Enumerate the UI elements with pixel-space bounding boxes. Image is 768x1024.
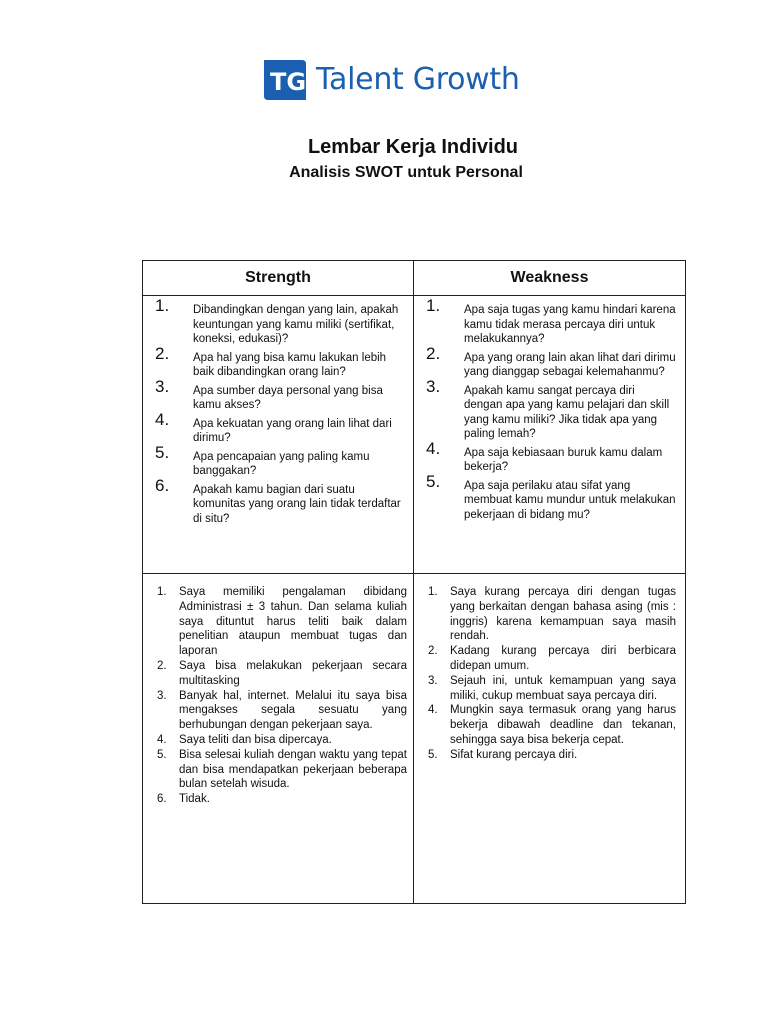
answer-text: Sejauh ini, untuk kemampuan yang saya miliki, cukup membuat saya percaya diri. (450, 674, 676, 702)
question-number: 3. (155, 376, 170, 396)
strength-question (155, 376, 407, 413)
logo-mark-text: TG (270, 68, 307, 96)
answer-text: Kadang kurang percaya diri berbicara didepan umum. (450, 645, 676, 672)
answer-text: Bisa selesai kuliah dengan waktu yang tepat dan bisa mendapatkan pekerjaan beberapa bulan setelah wisuda. (179, 748, 407, 791)
answer-number: 5. (157, 748, 167, 761)
answer-text: Saya teliti dan bisa dipercaya. (179, 733, 332, 746)
strength-answers (155, 585, 407, 807)
strength-answer (155, 585, 407, 659)
logo-text: Talent Growth (316, 61, 520, 97)
question-text: Apa kekuatan yang orang lain lihat dari dirimu? (193, 417, 392, 444)
weakness-heading: Weakness (510, 269, 589, 286)
question-text: Dibandingkan dengan yang lain, apakah keuntungan yang kamu miliki (sertifikat, koneksi, edukasi)? (193, 304, 399, 345)
column-divider (413, 261, 414, 903)
question-number: 3. (426, 376, 441, 396)
weakness-question (426, 376, 676, 442)
weakness-answer (426, 674, 676, 704)
talent-growth-logo-icon (262, 56, 308, 102)
weakness-question (426, 471, 676, 523)
question-text: Apa saja perilaku atau sifat yang membuat kamu mundur untuk melakukan pekerjaan di bidang mu? (464, 479, 676, 521)
strength-answer (155, 748, 407, 792)
document-subtitle: Analisis SWOT untuk Personal (289, 164, 523, 181)
document-title: Lembar Kerja Individu (307, 136, 519, 158)
weakness-questions (426, 296, 676, 526)
swot-table (142, 260, 686, 904)
question-text: Apakah kamu sangat percaya diri dengan apa yang kamu pelajari dan skill yang kamu miliki? Jika tidak apa yang paling lemah? (464, 384, 670, 440)
question-number: 1. (155, 296, 170, 315)
weakness-answers (426, 585, 676, 763)
weakness-answer (426, 644, 676, 674)
strength-question (155, 409, 407, 446)
strength-questions (155, 296, 407, 530)
answer-number: 6. (157, 793, 167, 806)
strength-question (155, 442, 407, 479)
answer-number: 2. (428, 645, 438, 658)
question-text: Apa yang orang lain akan lihat dari dirimu yang dianggap sebagai kelemahanmu? (464, 351, 676, 378)
question-text: Apa saja tugas yang kamu hindari karena kamu tidak merasa percaya diri untuk melakukannya? (464, 304, 676, 345)
strength-answer (155, 733, 407, 748)
question-number: 6. (155, 475, 170, 495)
answer-number: 3. (157, 689, 167, 702)
question-number: 4. (426, 438, 441, 458)
strength-answer (155, 689, 407, 733)
strength-question (155, 343, 407, 380)
answer-number: 4. (157, 733, 167, 746)
answer-number: 2. (157, 659, 167, 672)
strength-question (155, 296, 407, 347)
question-number: 5. (426, 471, 441, 491)
answer-number: 1. (157, 586, 167, 598)
strength-heading: Strength (245, 269, 311, 286)
strength-question (155, 475, 407, 527)
header-divider (143, 295, 685, 296)
answer-number: 4. (428, 704, 438, 717)
answer-text: Mungkin saya termasuk orang yang harus bekerja dibawah deadline dan tekanan, sehingga saya bisa bekerja cepat. (450, 704, 676, 746)
weakness-question (426, 438, 676, 475)
answer-number: 3. (428, 674, 438, 687)
answer-text: Sifat kurang percaya diri. (450, 748, 578, 761)
question-number: 4. (155, 409, 170, 429)
question-number: 2. (155, 343, 170, 363)
question-number: 1. (426, 296, 441, 315)
row-divider (143, 573, 685, 574)
answer-text: Saya bisa melakukan pekerjaan secara multitasking (179, 659, 407, 687)
answer-number: 5. (428, 748, 438, 761)
question-text: Apa sumber daya personal yang bisa kamu akses? (193, 384, 383, 411)
answer-number: 1. (428, 586, 438, 598)
answer-text: Saya memiliki pengalaman dibidang Administrasi ± 3 tahun. Dan selama kuliah saya dituntut harus teliti baik dalam penelitian ataupun membuat tugas dan laporan (179, 586, 407, 658)
weakness-question (426, 296, 676, 347)
answer-text: Banyak hal, internet. Melalui itu saya bisa mengakses segala sesuatu yang berhubungan dengan pekerjaan saya. (179, 689, 407, 732)
weakness-question (426, 343, 676, 380)
answer-text: Tidak. (179, 793, 210, 806)
company-logo (262, 56, 520, 102)
answer-text: Saya kurang percaya diri dengan tugas yang berkaitan dengan bahasa asing (mis : inggris) karena kemampuan saya masih rendah. (450, 586, 676, 643)
question-text: Apa pencapaian yang paling kamu banggakan? (193, 450, 370, 477)
question-text: Apakah kamu bagian dari suatu komunitas yang orang lain tidak terdaftar di situ? (193, 483, 401, 525)
question-number: 5. (155, 442, 170, 462)
question-number: 2. (426, 343, 441, 363)
weakness-answer (426, 748, 676, 763)
weakness-answer (426, 585, 676, 644)
strength-answer (155, 792, 407, 807)
weakness-answer (426, 703, 676, 747)
question-text: Apa saja kebiasaan buruk kamu dalam bekerja? (464, 446, 663, 473)
strength-answer (155, 659, 407, 689)
question-text: Apa hal yang bisa kamu lakukan lebih baik dibandingkan orang lain? (193, 351, 387, 378)
